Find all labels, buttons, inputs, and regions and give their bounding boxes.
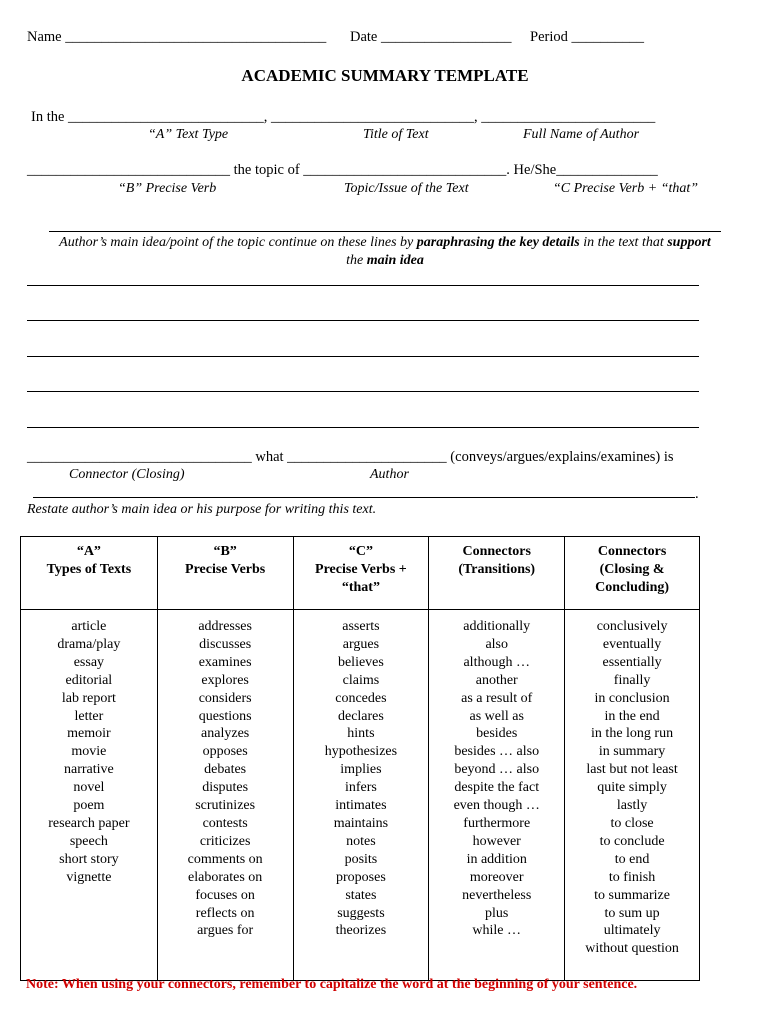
- list-item: to finish: [608, 869, 656, 885]
- main-idea-line[interactable]: [49, 231, 721, 232]
- list-item: comments on: [187, 851, 263, 867]
- list-item: letter: [74, 708, 104, 724]
- list-item: intimates: [335, 798, 387, 814]
- list-item: as well as: [469, 708, 524, 724]
- list-item: finally: [613, 672, 651, 688]
- list-item: eventually: [602, 636, 662, 652]
- list-item: in conclusion: [594, 690, 670, 706]
- list-item: lab report: [61, 690, 116, 706]
- list-item: examines: [198, 654, 252, 670]
- list-item: memoir: [67, 726, 111, 742]
- list-item: addresses: [198, 619, 252, 634]
- column-header-line: (Transitions): [458, 562, 536, 577]
- page-title: ACADEMIC SUMMARY TEMPLATE: [241, 66, 529, 85]
- list-item: focuses on: [195, 887, 255, 903]
- list-item: hints: [347, 726, 375, 742]
- list-item: to end: [614, 851, 650, 867]
- list-item: speech: [69, 833, 108, 849]
- list-item: essentially: [602, 654, 662, 670]
- list-item: essay: [73, 654, 105, 670]
- list-item: to conclude: [599, 833, 665, 849]
- list-item: narrative: [64, 762, 114, 778]
- writing-line[interactable]: [27, 391, 699, 392]
- list-item: last but not least: [586, 762, 678, 778]
- list-item: drama/play: [57, 636, 121, 652]
- caption-text-type: “A” Text Type: [148, 127, 229, 142]
- column-header-line: (Closing &: [599, 562, 665, 577]
- list-item: although …: [463, 654, 530, 670]
- list-item: short story: [59, 851, 119, 867]
- column-types-of-texts: [21, 610, 158, 981]
- list-item: claims: [342, 672, 380, 688]
- list-item: opposes: [202, 744, 248, 760]
- column-header-line: Connectors: [597, 544, 667, 559]
- column-precise-verbs-that: [293, 610, 429, 981]
- writing-line[interactable]: [27, 285, 699, 286]
- list-item: suggests: [337, 905, 385, 921]
- column-header-line: “that”: [341, 580, 380, 595]
- list-item: to summarize: [594, 887, 670, 903]
- list-item: novel: [73, 780, 105, 796]
- column-header-line: “C”: [348, 544, 373, 559]
- caption-precise-verb: “B” Precise Verb: [118, 181, 217, 196]
- list-item: reflects on: [195, 905, 255, 921]
- list-item: another: [475, 672, 518, 688]
- list-item: in summary: [598, 744, 666, 760]
- list-item: theorizes: [335, 923, 387, 939]
- list-item: declares: [337, 708, 384, 724]
- reference-table: [20, 536, 700, 981]
- list-item: however: [472, 833, 521, 849]
- caption-author-name: Full Name of Author: [523, 127, 640, 142]
- column-header-line: “A”: [76, 544, 101, 559]
- list-item: explores: [201, 672, 249, 688]
- column-header-line: Connectors: [462, 544, 531, 559]
- column-header-line: Precise Verbs: [185, 562, 266, 577]
- date-field[interactable]: Date __________________: [350, 29, 512, 45]
- column-header-line: “B”: [213, 544, 237, 559]
- list-item: in addition: [466, 851, 527, 867]
- list-item: maintains: [333, 815, 389, 831]
- column-connectors-closing: [565, 610, 700, 981]
- list-item: infers: [344, 780, 377, 796]
- list-item: poem: [73, 798, 105, 814]
- list-item: article: [71, 619, 107, 634]
- list-item: elaborates on: [188, 869, 263, 885]
- list-item: while …: [472, 923, 522, 939]
- restate-instruction: Restate author’s main idea or his purpose for writing this text.: [27, 502, 377, 517]
- caption-connector-closing: Connector (Closing): [69, 467, 185, 482]
- list-item: believes: [337, 654, 384, 670]
- list-item: research paper: [48, 815, 130, 831]
- list-item: despite the fact: [454, 780, 540, 796]
- column-header-types-of-texts: [21, 537, 158, 610]
- writing-line[interactable]: [27, 320, 699, 321]
- list-item: besides … also: [454, 744, 540, 760]
- note-text: Note: When using your connectors, remember to capitalize the word at the beginning of your sentence.: [26, 977, 638, 992]
- list-item: in the end: [604, 708, 660, 724]
- list-item: scrutinizes: [195, 798, 256, 814]
- caption-c-verb: “C Precise Verb + “that”: [553, 181, 699, 196]
- list-item: implies: [340, 762, 382, 778]
- column-header-precise-verbs-that: [293, 537, 429, 610]
- list-item: beyond … also: [454, 762, 540, 778]
- list-item: to sum up: [604, 905, 660, 921]
- list-item: moreover: [469, 869, 524, 885]
- list-item: debates: [204, 762, 247, 778]
- list-item: nevertheless: [462, 887, 532, 903]
- list-item: argues: [342, 636, 380, 652]
- list-item: conclusively: [596, 619, 668, 634]
- column-precise-verbs: [157, 610, 293, 981]
- list-item: concedes: [335, 690, 387, 706]
- list-item: lastly: [616, 798, 648, 814]
- caption-title: Title of Text: [363, 127, 429, 142]
- column-header-connectors-transitions: [429, 537, 565, 610]
- column-header-precise-verbs: [157, 537, 293, 610]
- column-header-line: Concluding): [595, 580, 670, 595]
- name-field[interactable]: Name ____________________________________: [27, 29, 327, 45]
- period-field[interactable]: Period __________: [530, 29, 644, 45]
- column-header-line: Precise Verbs +: [315, 562, 407, 577]
- column-header-connectors-closing: [565, 537, 700, 610]
- list-item: editorial: [65, 672, 113, 688]
- list-item: posits: [344, 851, 378, 867]
- list-item: contests: [202, 815, 248, 831]
- list-item: discusses: [199, 636, 252, 652]
- list-item: to close: [610, 815, 654, 831]
- list-item: additionally: [463, 619, 531, 634]
- column-header-line: Types of Texts: [46, 562, 132, 577]
- list-item: besides: [476, 726, 518, 742]
- list-item: questions: [198, 708, 252, 724]
- list-item: hypothesizes: [324, 744, 398, 760]
- list-item: without question: [585, 941, 679, 957]
- list-item: proposes: [336, 869, 386, 885]
- list-item: furthermore: [463, 815, 531, 831]
- list-item: argues for: [197, 923, 254, 939]
- list-item: movie: [71, 744, 107, 760]
- list-item: quite simply: [597, 780, 667, 796]
- list-item: considers: [198, 690, 252, 706]
- list-item: plus: [485, 905, 509, 921]
- list-item: criticizes: [199, 833, 251, 849]
- sentence2-blanks[interactable]: ____________________________ the topic of ____________________________. He/She______________: [27, 162, 658, 178]
- list-item: states: [345, 887, 377, 903]
- caption-topic: Topic/Issue of the Text: [344, 181, 469, 196]
- table-row: [21, 610, 700, 981]
- main-idea-instruction: Author’s main idea/point of the topic continue on these lines by paraphrasing the key details in the text that support: [59, 235, 711, 250]
- list-item: ultimately: [603, 923, 661, 939]
- list-item: analyzes: [201, 726, 250, 742]
- main-idea-instruction-cont: the main idea: [346, 253, 424, 268]
- writing-line[interactable]: [27, 427, 699, 428]
- restate-line[interactable]: [33, 497, 695, 498]
- table-header-row: [21, 537, 700, 610]
- caption-author: Author: [370, 467, 409, 482]
- closing-blanks[interactable]: _______________________________ what ______________________ (conveys/argues/explains/examines) is: [27, 449, 674, 465]
- list-item: vignette: [66, 869, 112, 885]
- column-connectors-transitions: [429, 610, 565, 981]
- list-item: also: [485, 636, 508, 652]
- list-item: even though …: [453, 798, 540, 814]
- writing-line[interactable]: [27, 356, 699, 357]
- sentence1-blanks[interactable]: In the ___________________________, ____________________________, ________________________: [31, 109, 656, 125]
- period-mark: .: [695, 486, 699, 502]
- list-item: as a result of: [461, 690, 533, 706]
- list-item: asserts: [342, 619, 380, 634]
- list-item: disputes: [202, 780, 249, 796]
- list-item: notes: [346, 833, 376, 849]
- list-item: in the long run: [591, 726, 674, 742]
